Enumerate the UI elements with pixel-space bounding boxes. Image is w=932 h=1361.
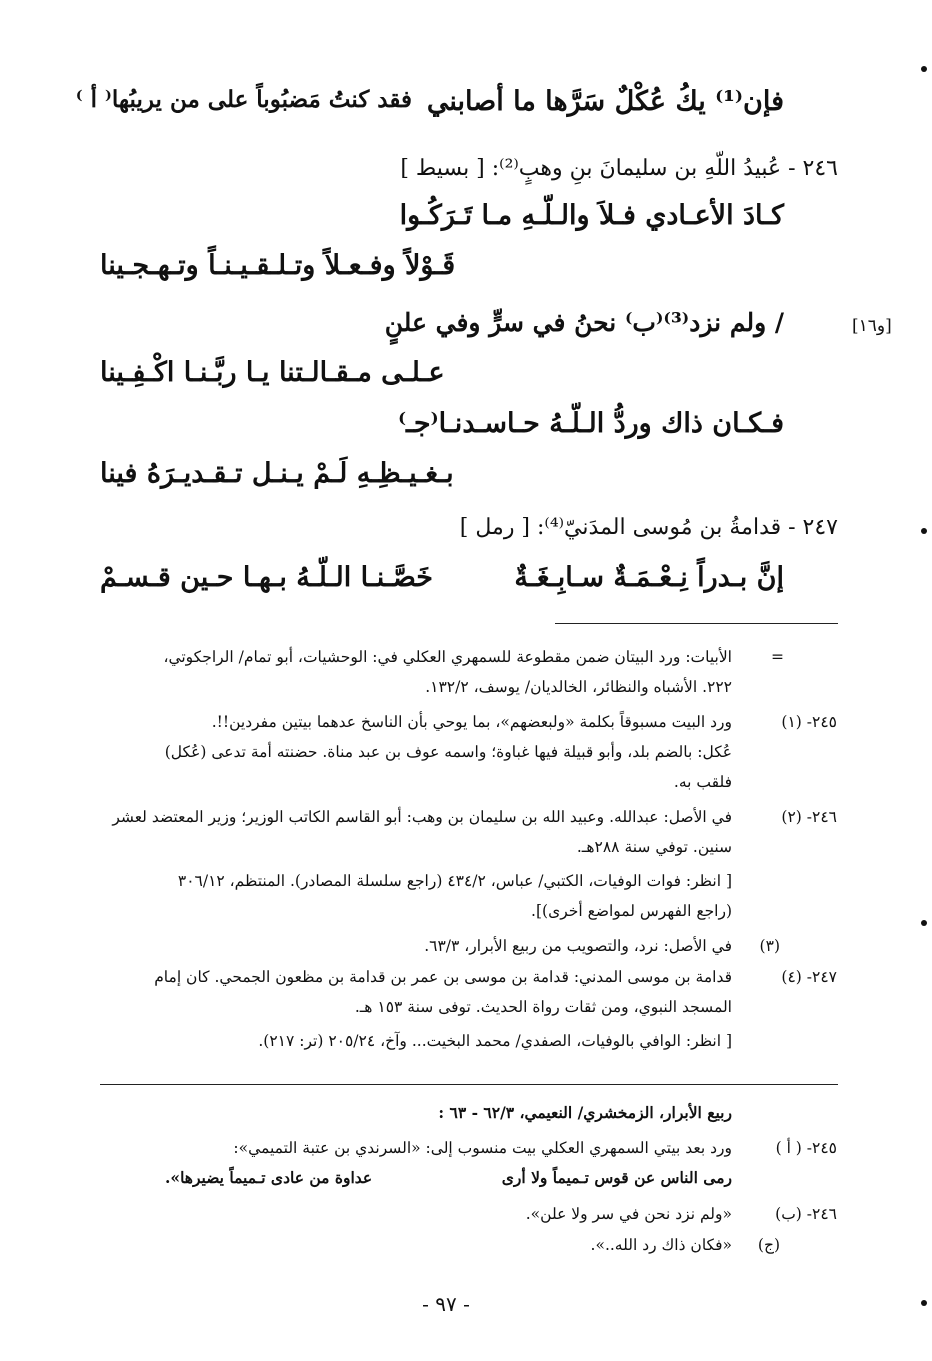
- margin-dot: [921, 528, 927, 534]
- variants-separator: [100, 1084, 838, 1085]
- page-number: - ٩٧ -: [422, 1292, 470, 1316]
- variants-source: ربيع الأبرار، الزمخشري/ النعيمي، ٦٢/٣ - ٦٣ :: [438, 1103, 732, 1122]
- margin-dot: [921, 1300, 927, 1306]
- verse-246-line-6: بـغـيـظِـهِ لَـمْ يـنـل تـقـديـرَهُ فينا: [100, 458, 454, 489]
- footnote-number: ٢٤٥- (١): [781, 713, 837, 731]
- verse-247-second-hemistich: خَصَّـنـا الـلّـهُ بـهـا حـين قـسـمْ: [100, 562, 433, 593]
- footnote-text: قدامة بن موسى المدني: قدامة بن موسى بن عمر بن قدامة بن مظعون الجمحي. كان إمام: [154, 968, 732, 986]
- verse-246-line-2: قَـوْلاً وفـعـلاً وتـلـقـيـنـاً وتـهـجـينا: [100, 250, 456, 281]
- variant-number: ٢٤٥- ( أ ): [775, 1139, 837, 1157]
- footnote-continuation-line: الأبيات: ورد البيتان ضمن مقطوعة للسمهري العكلي في: الوحشيات، أبو تمام/ الراجكوتي،: [163, 648, 732, 666]
- footnote-number: ٢٤٦- (٢): [781, 808, 837, 826]
- verse-245-first-hemistich: فإن⁽¹⁾ يكُ عُكْلٌ سَرَّها ما أصابني: [426, 86, 784, 117]
- footnote-text: فلقب به.: [673, 773, 732, 791]
- verse-245-second-hemistich: فقد كنتُ مَضبُوباً على من يريبُها⁽ أ ⁾: [75, 86, 412, 113]
- footnote-text: المسجد النبوي، ومن ثقات رواة الحديث. توفى سنة ١٥٣ هـ.: [354, 998, 732, 1016]
- entry-246-heading: ٢٤٦ - عُبيدُ اللّهِ بن سليمانَ بنِ وهبٍ⁽²⁾: [ بسيط ]: [400, 156, 838, 181]
- variant-number: (ج): [757, 1236, 780, 1254]
- margin-dot: [921, 66, 927, 72]
- variant-number: ٢٤٦- (ب): [775, 1205, 837, 1223]
- variant-text: ورد بعد بيتي السمهري العكلي بيت منسوب إلى: «السرندي بن عتبة التميمي»:: [233, 1139, 732, 1157]
- verse-246-line-5: فـكـان ذاك وردُّ الـلّـهُ حـاسـدنـا⁽ﺟـ⁾: [397, 408, 784, 439]
- entry-247-heading: ٢٤٧ - قدامةُ بن مُوسى المدَنيّ⁽⁴⁾: [ رمل ]: [459, 515, 838, 540]
- footnote-text: في الأصل: عبدالله. وعبيد الله بن سليمان بن وهب: أبو القاسم الكاتب الوزير؛ وزير المعتضد لعشر: [112, 808, 732, 826]
- footnote-text: [ انظر: فوات الوفيات، الكتبي/ عباس، ٤٣٤/٢ (راجع سلسلة المصادر). المنتظم، ٣٠٦/١٢: [177, 872, 732, 890]
- footnote-text: ورد البيت مسبوقاً بكلمة «ولبعضهم»، بما يوحي بأن الناسخ عدهما بيتين مفردين!!.: [211, 713, 732, 731]
- footnote-continuation-line: ٢٢٢. الأشباه والنظائر، الخالديان/ يوسف، ١٣٢/٢.: [425, 678, 732, 696]
- footnote-number: ٢٤٧- (٤): [781, 968, 837, 986]
- verse-247-first-hemistich: إنَّ بـدراً نِـعْـمَـةٌ سـابِـغَـةٌ: [514, 562, 784, 593]
- footnote-number: (٣): [759, 937, 780, 955]
- verse-246-line-4: عـلـى مـقـالـتنا يـا ربَّـنـا اكْـفِـينا: [100, 357, 445, 388]
- margin-dot: [921, 920, 927, 926]
- verse-246-line-3: / ولم نزد⁽³⁾⁽ب⁾ نحنُ في سرٍّ وفي علنٍ: [384, 308, 784, 337]
- footnote-text: (راجع الفهرس لمواضع أخرى)].: [531, 902, 732, 920]
- footnote-text: في الأصل: نرد، والتصويب من ربيع الأبرار، ٦٣/٣.: [424, 937, 732, 955]
- footnote-text: [ انظر: الوافي بالوفيات، الصفدي/ محمد البخيت... وآخ، ٢٠٥/٢٤ (تر: ٢١٧).: [258, 1032, 732, 1050]
- footnote-text: سنين. توفي سنة ٢٨٨هـ.: [576, 838, 732, 856]
- footnote-text: عُكل: بالضم بلد، وأبو قبيلة فيها غباوة؛ واسمه عوف بن عبد مناة. حضنته أمة تدعى (عُكل): [164, 743, 732, 761]
- variant-verse-first-hemistich: رمى الناس عن قوس تـميماً ولا أرى: [501, 1168, 732, 1187]
- margin-folio-reference: [و١٦]: [852, 316, 892, 336]
- verse-246-line-1: كـادَ الأعـادي فـلاَ والـلّـهِ مـا تَـرَكُـوا: [399, 200, 784, 231]
- variant-text: «ولم نزد نحن في سر ولا علن».: [525, 1205, 732, 1223]
- footnote-continuation-mark: =: [771, 648, 784, 666]
- footnote-separator: [555, 623, 838, 624]
- variant-text: «فكان ذاك رد الله..».: [590, 1236, 732, 1254]
- variant-verse-second-hemistich: عداوة من عادى تـميماً يضيرها».: [165, 1168, 373, 1187]
